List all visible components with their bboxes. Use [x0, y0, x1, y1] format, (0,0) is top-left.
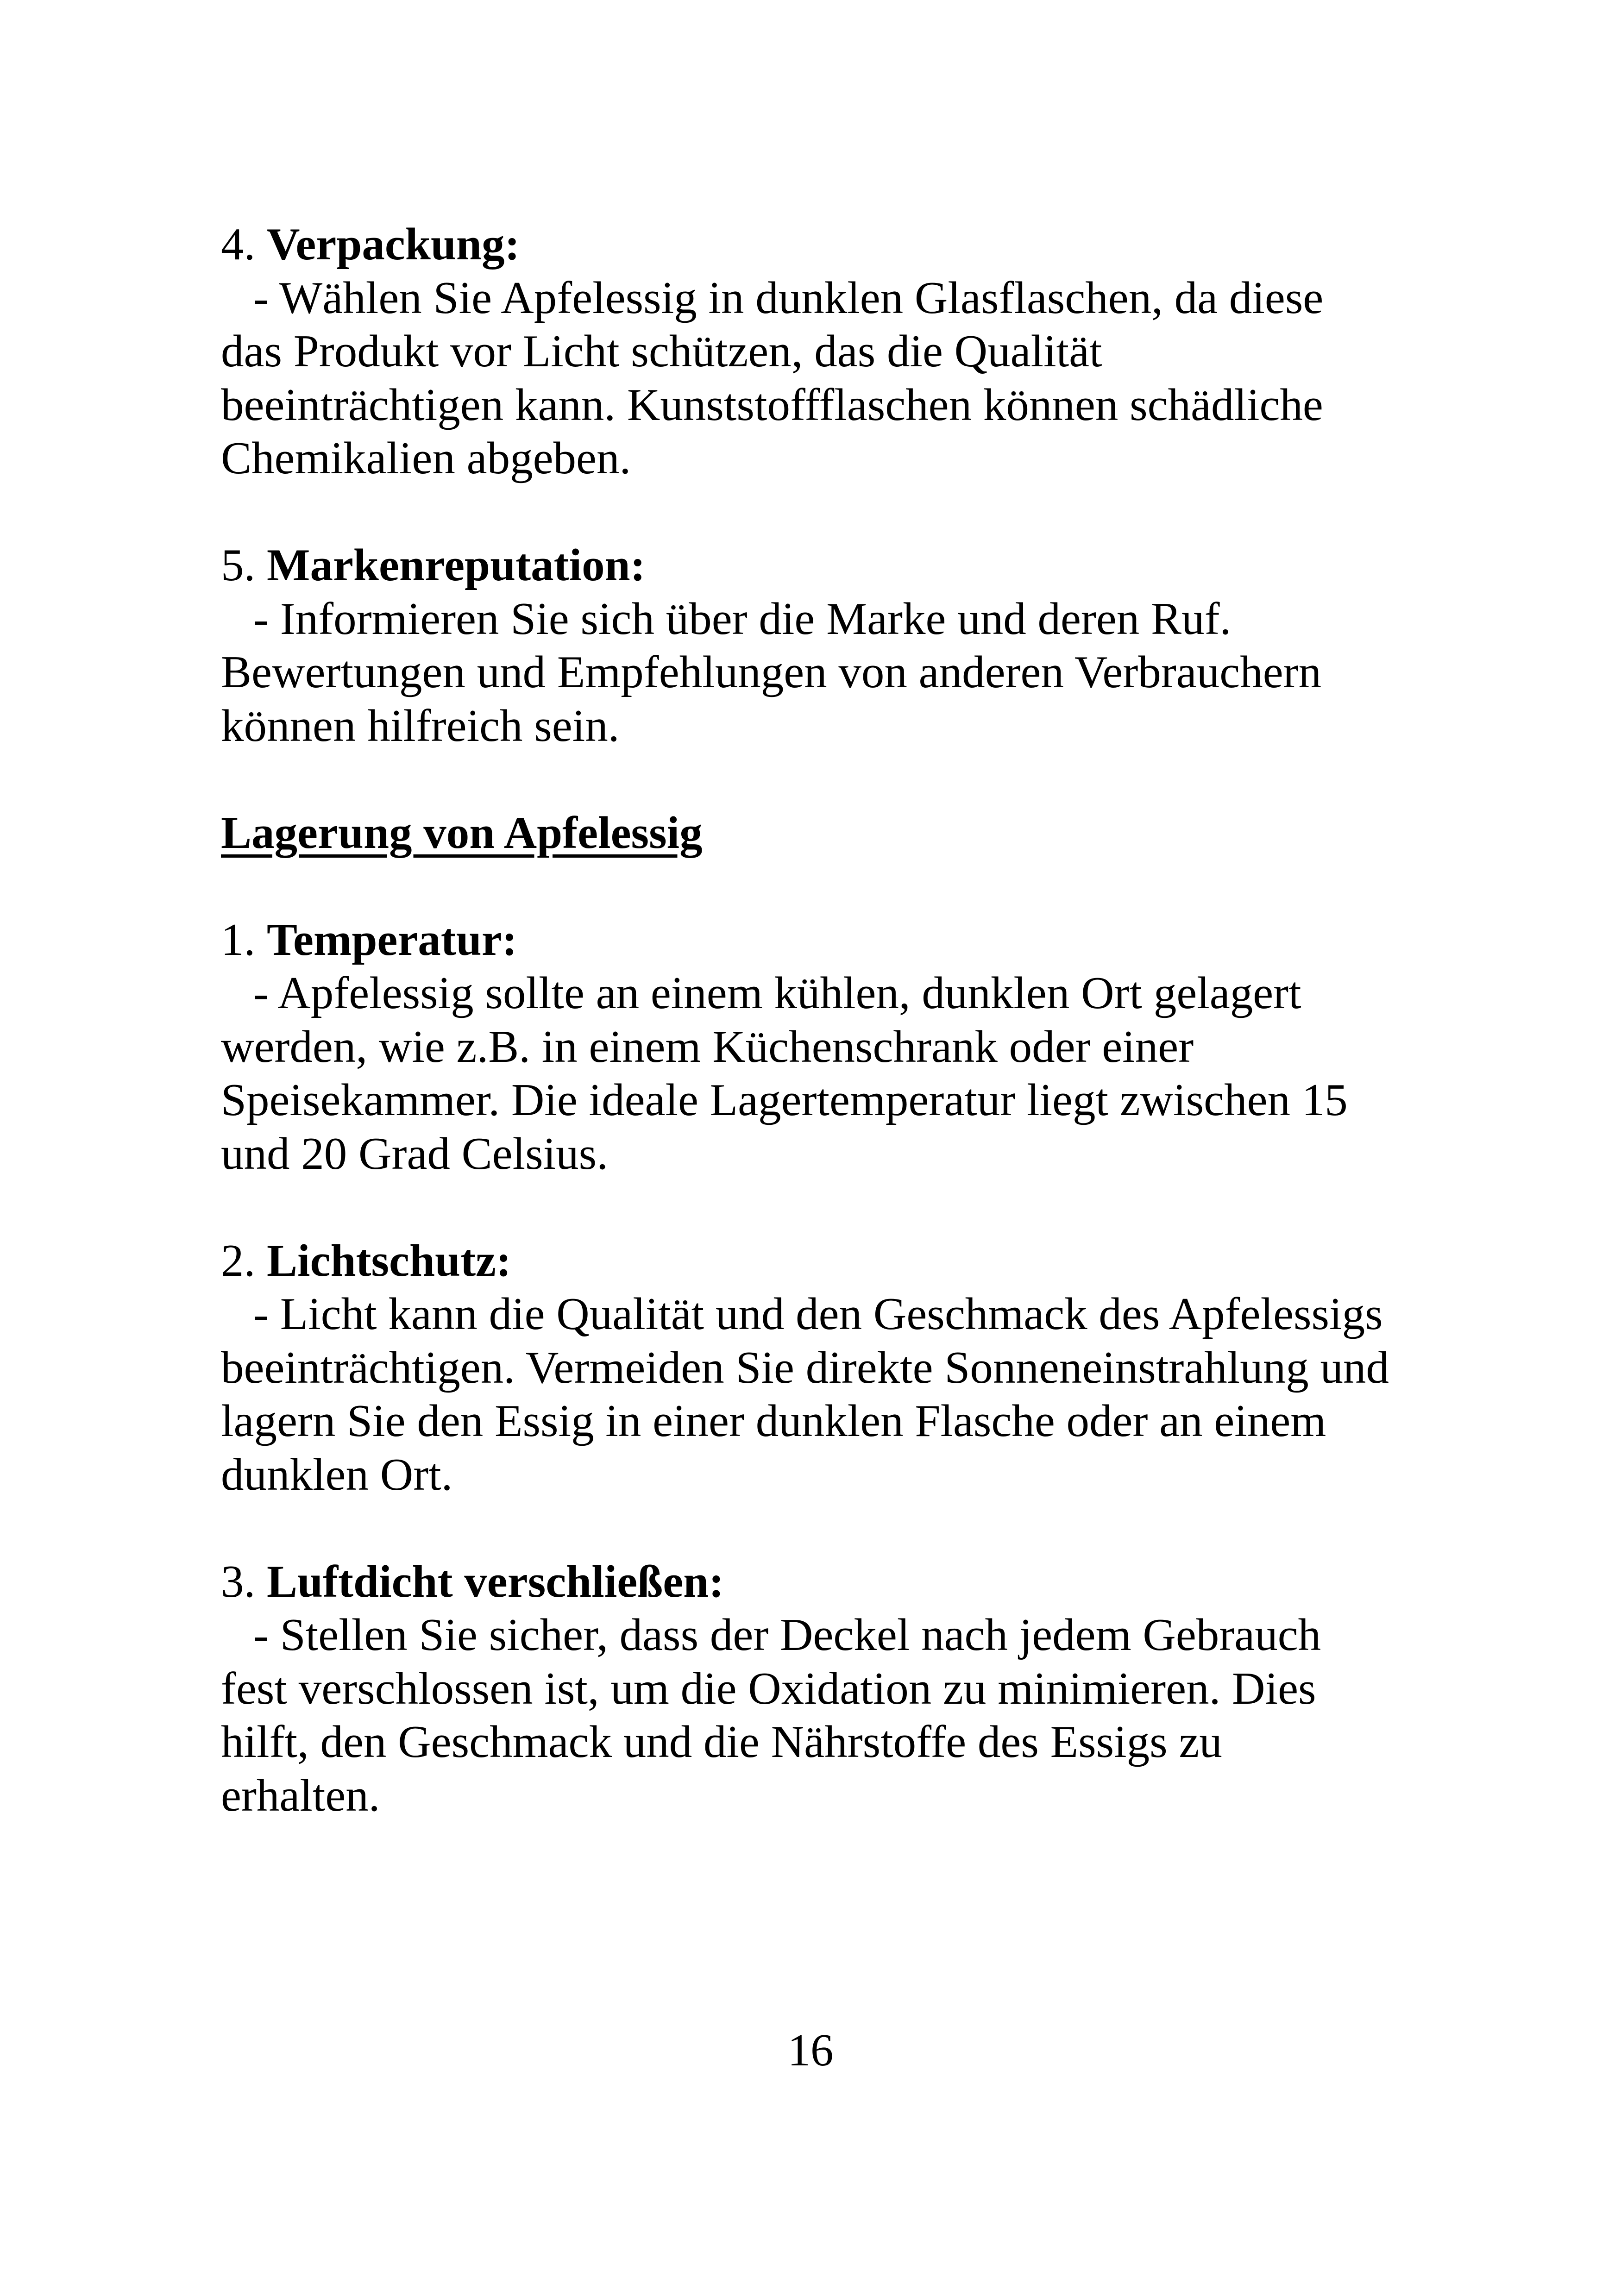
paragraph-line: beeinträchtigen. Vermeiden Sie direkte Sonneneinstrahlung und [221, 1342, 1389, 1393]
paragraph-line: hilft, den Geschmack und die Nährstoffe des Essigs zu [221, 1717, 1222, 1767]
paragraph-gap [221, 1501, 1444, 1555]
paragraph-line: - Stellen Sie sicher, dass der Deckel nach jedem Gebrauch [253, 1610, 1321, 1660]
paragraph-gap [221, 859, 1444, 913]
paragraph-line: und 20 Grad Celsius. [221, 1128, 608, 1179]
section-title: Luftdicht verschließen: [267, 1556, 724, 1607]
page-content [221, 218, 1444, 1822]
paragraph-line: - Apfelessig sollte an einem kühlen, dunklen Ort gelagert [253, 968, 1301, 1018]
paragraph-line: lagern Sie den Essig in einer dunklen Flasche oder an einem [221, 1396, 1326, 1446]
paragraph-line: das Produkt vor Licht schützen, das die Qualität [221, 326, 1102, 376]
paragraph-line: - Licht kann die Qualität und den Geschmack des Apfelessigs [253, 1289, 1383, 1339]
section-title: Lichtschutz: [267, 1235, 511, 1286]
paragraph-line: - Informieren Sie sich über die Marke und deren Ruf. [253, 593, 1231, 644]
paragraph-line: dunklen Ort. [221, 1449, 453, 1500]
paragraph-line: werden, wie z.B. in einem Küchenschrank oder einer [221, 1021, 1194, 1072]
paragraph-line: beeinträchtigen kann. Kunststoffflaschen können schädliche [221, 379, 1323, 430]
paragraph-gap [221, 1180, 1444, 1234]
page-number: 16 [787, 2025, 834, 2076]
paragraph-line: - Wählen Sie Apfelessig in dunklen Glasflaschen, da diese [253, 272, 1324, 323]
section-heading-lichtschutz [221, 1234, 1444, 1288]
section-number: 5. [221, 540, 256, 590]
section-title: Verpackung: [267, 219, 520, 270]
section-heading-markenreputation [221, 539, 1444, 592]
section-heading-verpackung [221, 218, 1444, 271]
paragraph-line: Chemikalien abgeben. [221, 433, 631, 483]
paragraph-line: erhalten. [221, 1770, 380, 1821]
section-number: 1. [221, 914, 256, 965]
section-number: 2. [221, 1235, 256, 1286]
paragraph-line: können hilfreich sein. [221, 700, 620, 751]
section-title: Markenreputation: [267, 540, 646, 590]
section-number: 3. [221, 1556, 256, 1607]
paragraph-line: Speisekammer. Die ideale Lagertemperatur liegt zwischen 15 [221, 1075, 1348, 1125]
paragraph-gap [221, 485, 1444, 539]
paragraph-line: fest verschlossen ist, um die Oxidation zu minimieren. Dies [221, 1663, 1316, 1714]
paragraph-gap [221, 753, 1444, 806]
paragraph-line: Bewertungen und Empfehlungen von anderen Verbrauchern [221, 647, 1322, 697]
section-number: 4. [221, 219, 256, 270]
section-heading-temperatur [221, 913, 1444, 967]
chapter-heading: Lagerung von Apfelessig [221, 807, 703, 858]
section-title: Temperatur: [267, 914, 517, 965]
section-heading-luftdicht [221, 1555, 1444, 1609]
